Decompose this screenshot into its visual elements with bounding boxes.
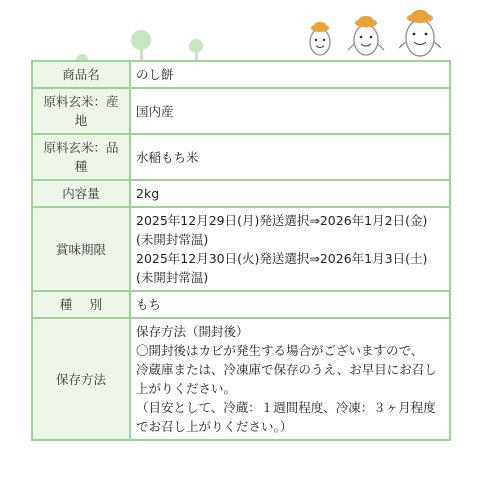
rice-grain-character-icon bbox=[310, 22, 330, 55]
table-row bbox=[32, 61, 450, 88]
rice-grain-character-icon bbox=[348, 16, 384, 55]
row-label-best-before: 賞味期限 bbox=[32, 207, 130, 291]
table-row bbox=[32, 180, 450, 207]
row-value-storage: 保存方法（開封後） 〇開封後はカビが発生する場合がございますので、 冷蔵庫または、冷凍庫で保存のうえ、お早目にお召し上がりください。 （目安として、冷蔵：１週間程度、冷凍：３ヶ月程度でお召し上がりください。） bbox=[130, 318, 450, 440]
row-value-product-name: のし餅 bbox=[130, 61, 450, 88]
table-row bbox=[32, 291, 450, 318]
row-label-type bbox=[32, 291, 130, 318]
row-value-variety: 水稲もち米 bbox=[130, 134, 450, 180]
type-label-text: 種別 bbox=[59, 297, 120, 312]
row-label-net-weight: 内容量 bbox=[32, 180, 130, 207]
row-label-storage: 保存方法 bbox=[32, 318, 130, 440]
row-value-best-before: 2025年12月29日(月)発送選択⇒2026年1月2日(金) (未開封常温) 2025年12月30日(火)発送選択⇒2026年1月3日(土) (未開封常温) bbox=[130, 207, 450, 291]
product-spec-table bbox=[31, 60, 451, 441]
row-value-origin: 国内産 bbox=[130, 88, 450, 134]
row-label-variety: 原料玄米：品種 bbox=[32, 134, 130, 180]
row-label-product-name: 商品名 bbox=[32, 61, 130, 88]
tree-icon bbox=[189, 39, 203, 62]
table-row bbox=[32, 134, 450, 180]
table-row bbox=[32, 318, 450, 440]
row-value-net-weight: 2kg bbox=[130, 180, 450, 207]
header-decoration bbox=[0, 0, 480, 62]
table-row bbox=[32, 207, 450, 291]
table-row bbox=[32, 88, 450, 134]
row-value-type: もち bbox=[130, 291, 450, 318]
row-label-origin: 原料玄米：産地 bbox=[32, 88, 130, 134]
tree-icon bbox=[131, 30, 151, 62]
rice-grain-character-icon bbox=[399, 10, 441, 56]
